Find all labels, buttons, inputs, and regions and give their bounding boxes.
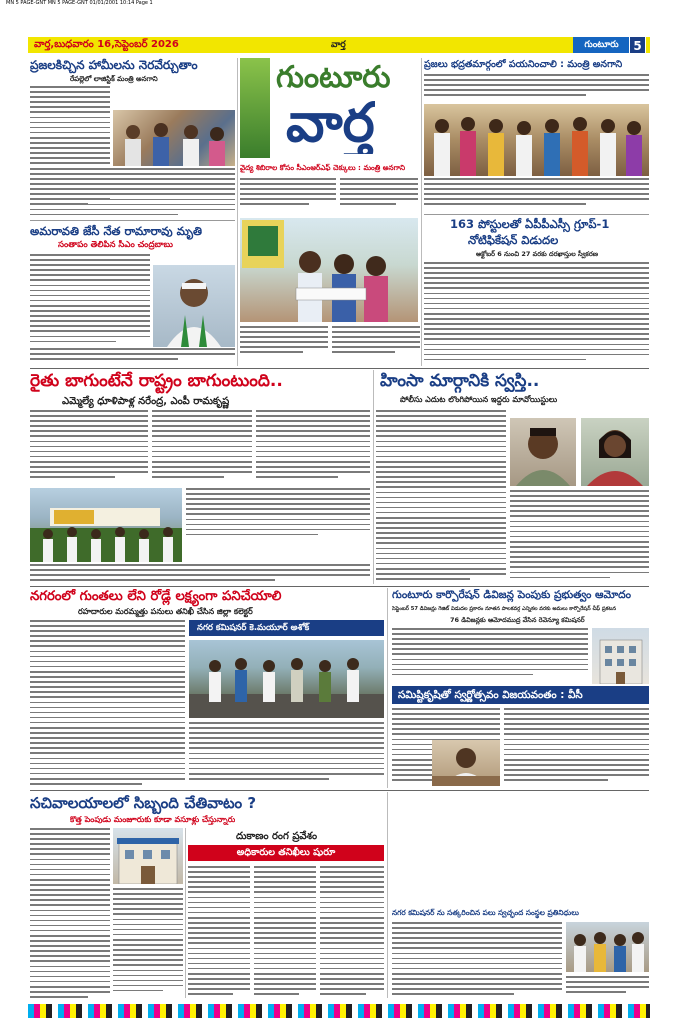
photo-secretariat-office [113,828,183,884]
column-rule [387,792,388,998]
body-text-farmer-5 [30,564,370,584]
body-text-shops-2 [254,866,316,998]
body-text-welfare-2 [424,178,649,212]
subhead-amaravati: సంతాపం తెలిపిన సీఎం చంద్రబాబు [58,240,173,250]
subhead-roads: రహదారుల మరమ్మత్తు పనులు తనిఖీ చేసిన జిల్లా కలెక్టర్ [78,607,253,616]
body-text-health-2 [340,178,418,214]
body-text-farmer-1 [30,410,148,486]
headline-promises: ప్రజలకిచ్చిన హామీలను నెరవేర్చుతాం [30,58,198,72]
body-text-health-4 [332,326,420,366]
headline-farmer: రైతు బాగుంటేనే రాష్ట్రం బాగుంటుంది.. [30,371,283,391]
photo-farmer-event [30,488,182,562]
subhead-corporation: సెప్టెంబర్ 57 డివిజన్లు గెజిట్ విడుదల ప్రకారం నూతన పాలకవర్గ ఎన్నికల వరకు అమలు కార్పొరేషన్ చీఫ్ ప్రకటన [392,606,616,612]
divider [424,214,649,215]
column-rule [421,58,422,366]
body-text-appsc [424,262,649,366]
column-rule [387,588,388,788]
photo-surrendered-man [510,418,576,486]
photo-roads-inspection [189,640,384,718]
photo-vc [432,740,500,786]
body-text-ngo-1 [392,922,562,998]
headline-ngo: నగర కమిషనర్ ను సత్కరించిన పలు స్వచ్ఛంద సంస్థల ప్రతినిధులు [392,908,579,917]
body-text-health-1 [240,178,336,214]
headline-welfare: ప్రజలు భద్రతమార్గంలో పయనించాలి : మంత్రి అనగాని [424,59,623,70]
subhead-farmer: ఎమ్మెల్యే ధూళిపాళ్ల నరేంద్ర, ఎంపీ రామకృష్ణ [62,396,230,407]
headline-appsc-line2: నోటిఫికేషన్ విడుదల [468,233,559,247]
photo-health-cheques [240,218,418,322]
headline-corporation: గుంటూరు కార్పొరేషన్ డివిజన్ల పెంపుకు ప్రభుత్వం ఆమోదం [392,589,631,601]
column-rule [373,370,374,584]
photo-ngo-felicitation [566,922,649,972]
body-text-farmer-3 [256,410,370,486]
brand-label: వార్త [331,40,346,50]
shops-banner: దుకాణం రంగ ప్రవేశం [236,831,318,842]
photo-surrendered-woman [581,418,649,486]
commissioner-badge: నగర కమిషనర్ కె.మయూర్ అశోక్ [189,620,384,636]
print-slug: MN 5 PAGE-GNT MN 5 PAGE-GNT 01/01/2001 10:14 Page 1 [6,0,153,6]
masthead [240,58,418,158]
body-text-violence-2 [510,490,649,584]
masthead-line2: వార్త [286,92,375,154]
photo-corporation-building [592,628,649,684]
subhead-appsc: అక్టోబర్ 6 నుంచి 27 వరకు దరఖాస్తుల స్వీకరణ [476,250,599,258]
divider [30,368,649,369]
body-text-farmer-4 [186,488,370,544]
body-text-amaravati-1 [30,254,150,346]
headline-health: వైద్య శిబిరాల కోసం సీఎంఆర్ఎఫ్ చెక్కులు : మంత్రి అనగాని [240,163,406,172]
city-tab: గుంటూరు [573,37,630,53]
body-text-roads-1 [30,620,185,786]
page-number: 5 [629,36,646,54]
column-rule [237,58,238,366]
body-text-secretariat-2 [113,888,183,998]
body-text-health-3 [240,326,328,366]
body-text-violence-1 [376,410,506,584]
body-text-welfare-1 [424,74,649,104]
body-text-promises-2 [30,168,235,218]
body-text-shops-3 [320,866,384,998]
column-rule [185,828,186,998]
subhead-violence: పోలీసు ఎదుట లొంగిపోయిన ఇద్దరు మావోయిస్టులు [400,395,558,404]
body-text-farmer-2 [152,410,252,486]
body-text-shops-1 [188,866,250,998]
photo-promises [113,110,235,166]
photo-welfare-group [424,104,649,176]
divider [30,790,649,791]
headline-shops: అధికారుల తనిఖీలు షురూ [188,845,384,861]
subhead-secretariat: కొత్త పెంపుడు మంజూరుకు కూడా వసూళ్లు చేస్తున్నారు [70,815,236,824]
body-text-amaravati-2 [30,348,235,364]
headline-roads: నగరంలో గుంతలు లేని రోడ్లే లక్ష్యంగా పనిచేయాలి [30,589,282,604]
body-text-roads-2 [189,722,384,786]
issue-date: వార్త,బుధవారం 16,సెప్టెంబర్ 2026 [34,39,179,50]
masthead-line1: గుంటూరు [276,60,391,95]
subhead-corporation-2: 76 డివిజన్లకు ఆమోదముద్ర వేసిన రెవెన్యూ కమిషనర్ [450,616,585,624]
headline-appsc: 163 పోస్టులతో ఏపీపీఎస్సీ గ్రూప్-1 [450,217,610,231]
headline-amaravati: అమరావతి జేసీ నేత రామారావు మృతి [30,224,202,238]
print-registration-bar [28,1004,650,1018]
body-text-vc-2 [504,708,649,786]
body-text-secretariat-1 [30,828,110,998]
divider [30,220,235,221]
body-text-ngo-2 [566,976,649,998]
body-text-corporation-1 [392,628,588,684]
divider [30,586,649,587]
masthead-plant-icon [240,58,270,158]
subhead-promises: రేపల్లెలో లాజిస్టిక్ మంత్రి అనగాని [70,75,158,83]
headline-vc: సమిష్టికృషితో స్వర్ణోత్సవం విజయవంతం : వీసీ [392,686,649,704]
headline-violence: హింసా మార్గానికి స్వస్తి.. [380,371,540,391]
photo-ramarao [153,265,235,347]
headline-secretariat: సచివాలయాలలో సిబ్బంది చేతివాటం ? [30,794,257,812]
